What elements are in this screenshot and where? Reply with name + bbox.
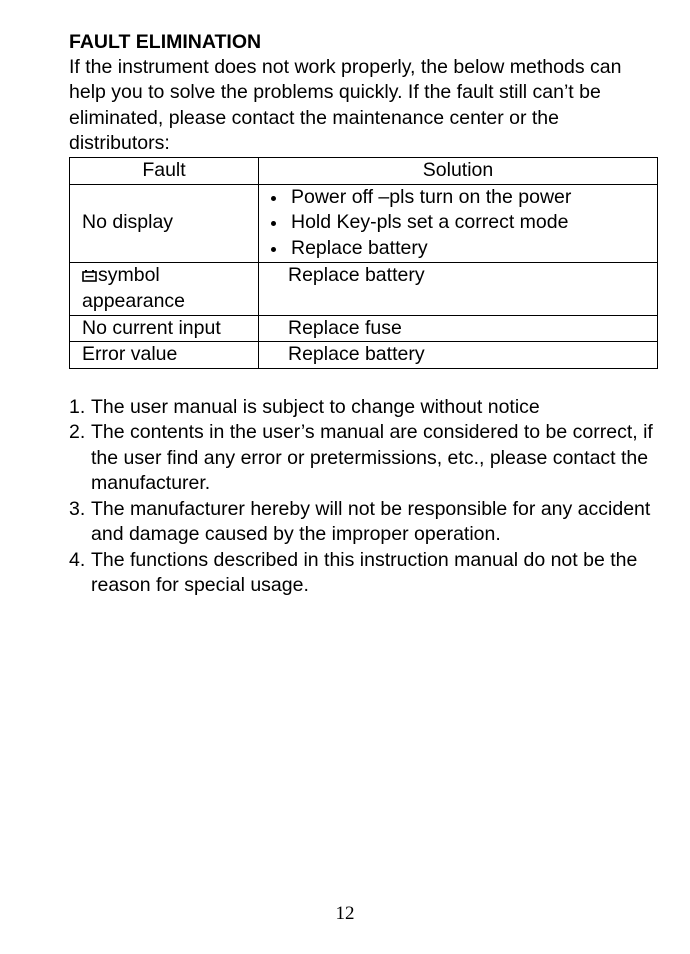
solution-cell: Replace battery — [259, 342, 658, 369]
battery-icon — [82, 264, 97, 290]
section-heading: FAULT ELIMINATION — [69, 31, 262, 53]
table-header-row — [70, 158, 658, 185]
column-header-fault: Fault — [70, 158, 259, 185]
fault-cell: No display — [70, 184, 259, 262]
list-item: Hold Key-pls set a correct mode — [269, 210, 657, 236]
list-number: 3. — [69, 497, 86, 520]
fault-cell — [70, 262, 259, 315]
table-row — [70, 315, 658, 342]
solution-cell: Replace fuse — [259, 315, 658, 342]
table-row — [70, 262, 658, 315]
note-text: The user manual is subject to change without notice — [91, 395, 540, 418]
list-number: 4. — [69, 548, 86, 571]
list-number: 1. — [69, 395, 86, 418]
page-number: 12 — [335, 903, 355, 924]
column-header-solution: Solution — [259, 158, 658, 185]
note-text: The functions described in this instruction manual do not be the reason for special usage. — [91, 548, 638, 597]
fault-cell: Error value — [70, 342, 259, 369]
solution-list — [259, 185, 657, 262]
list-item — [69, 420, 657, 497]
table-row — [70, 184, 658, 262]
list-item: Power off –pls turn on the power — [269, 185, 657, 211]
list-number: 2. — [69, 421, 86, 444]
fault-cell: No current input — [70, 315, 259, 342]
page-content — [69, 30, 657, 599]
solution-cell: Replace battery — [259, 262, 658, 315]
fault-symbol-text-line2: appearance — [82, 290, 186, 313]
note-text: The manufacturer hereby will not be responsible for any accident and damage caused by the improper operation. — [91, 497, 651, 546]
table-row — [70, 342, 658, 369]
list-item — [69, 395, 657, 421]
intro-paragraph: If the instrument does not work properly, the below methods can help you to solve the problems quickly. If the fault still can’t be eliminated, please contact the maintenance center or the distributors: — [69, 56, 622, 154]
notes-list — [69, 395, 657, 599]
note-text: The contents in the user’s manual are considered to be correct, if the user find any error or pretermissions, etc., please contact the manufacturer. — [91, 421, 653, 495]
list-item — [69, 548, 657, 599]
fault-table — [69, 157, 658, 369]
list-item: Replace battery — [269, 236, 657, 262]
solution-cell — [259, 184, 658, 262]
fault-symbol-text: symbol — [98, 263, 160, 286]
list-item — [69, 497, 657, 548]
